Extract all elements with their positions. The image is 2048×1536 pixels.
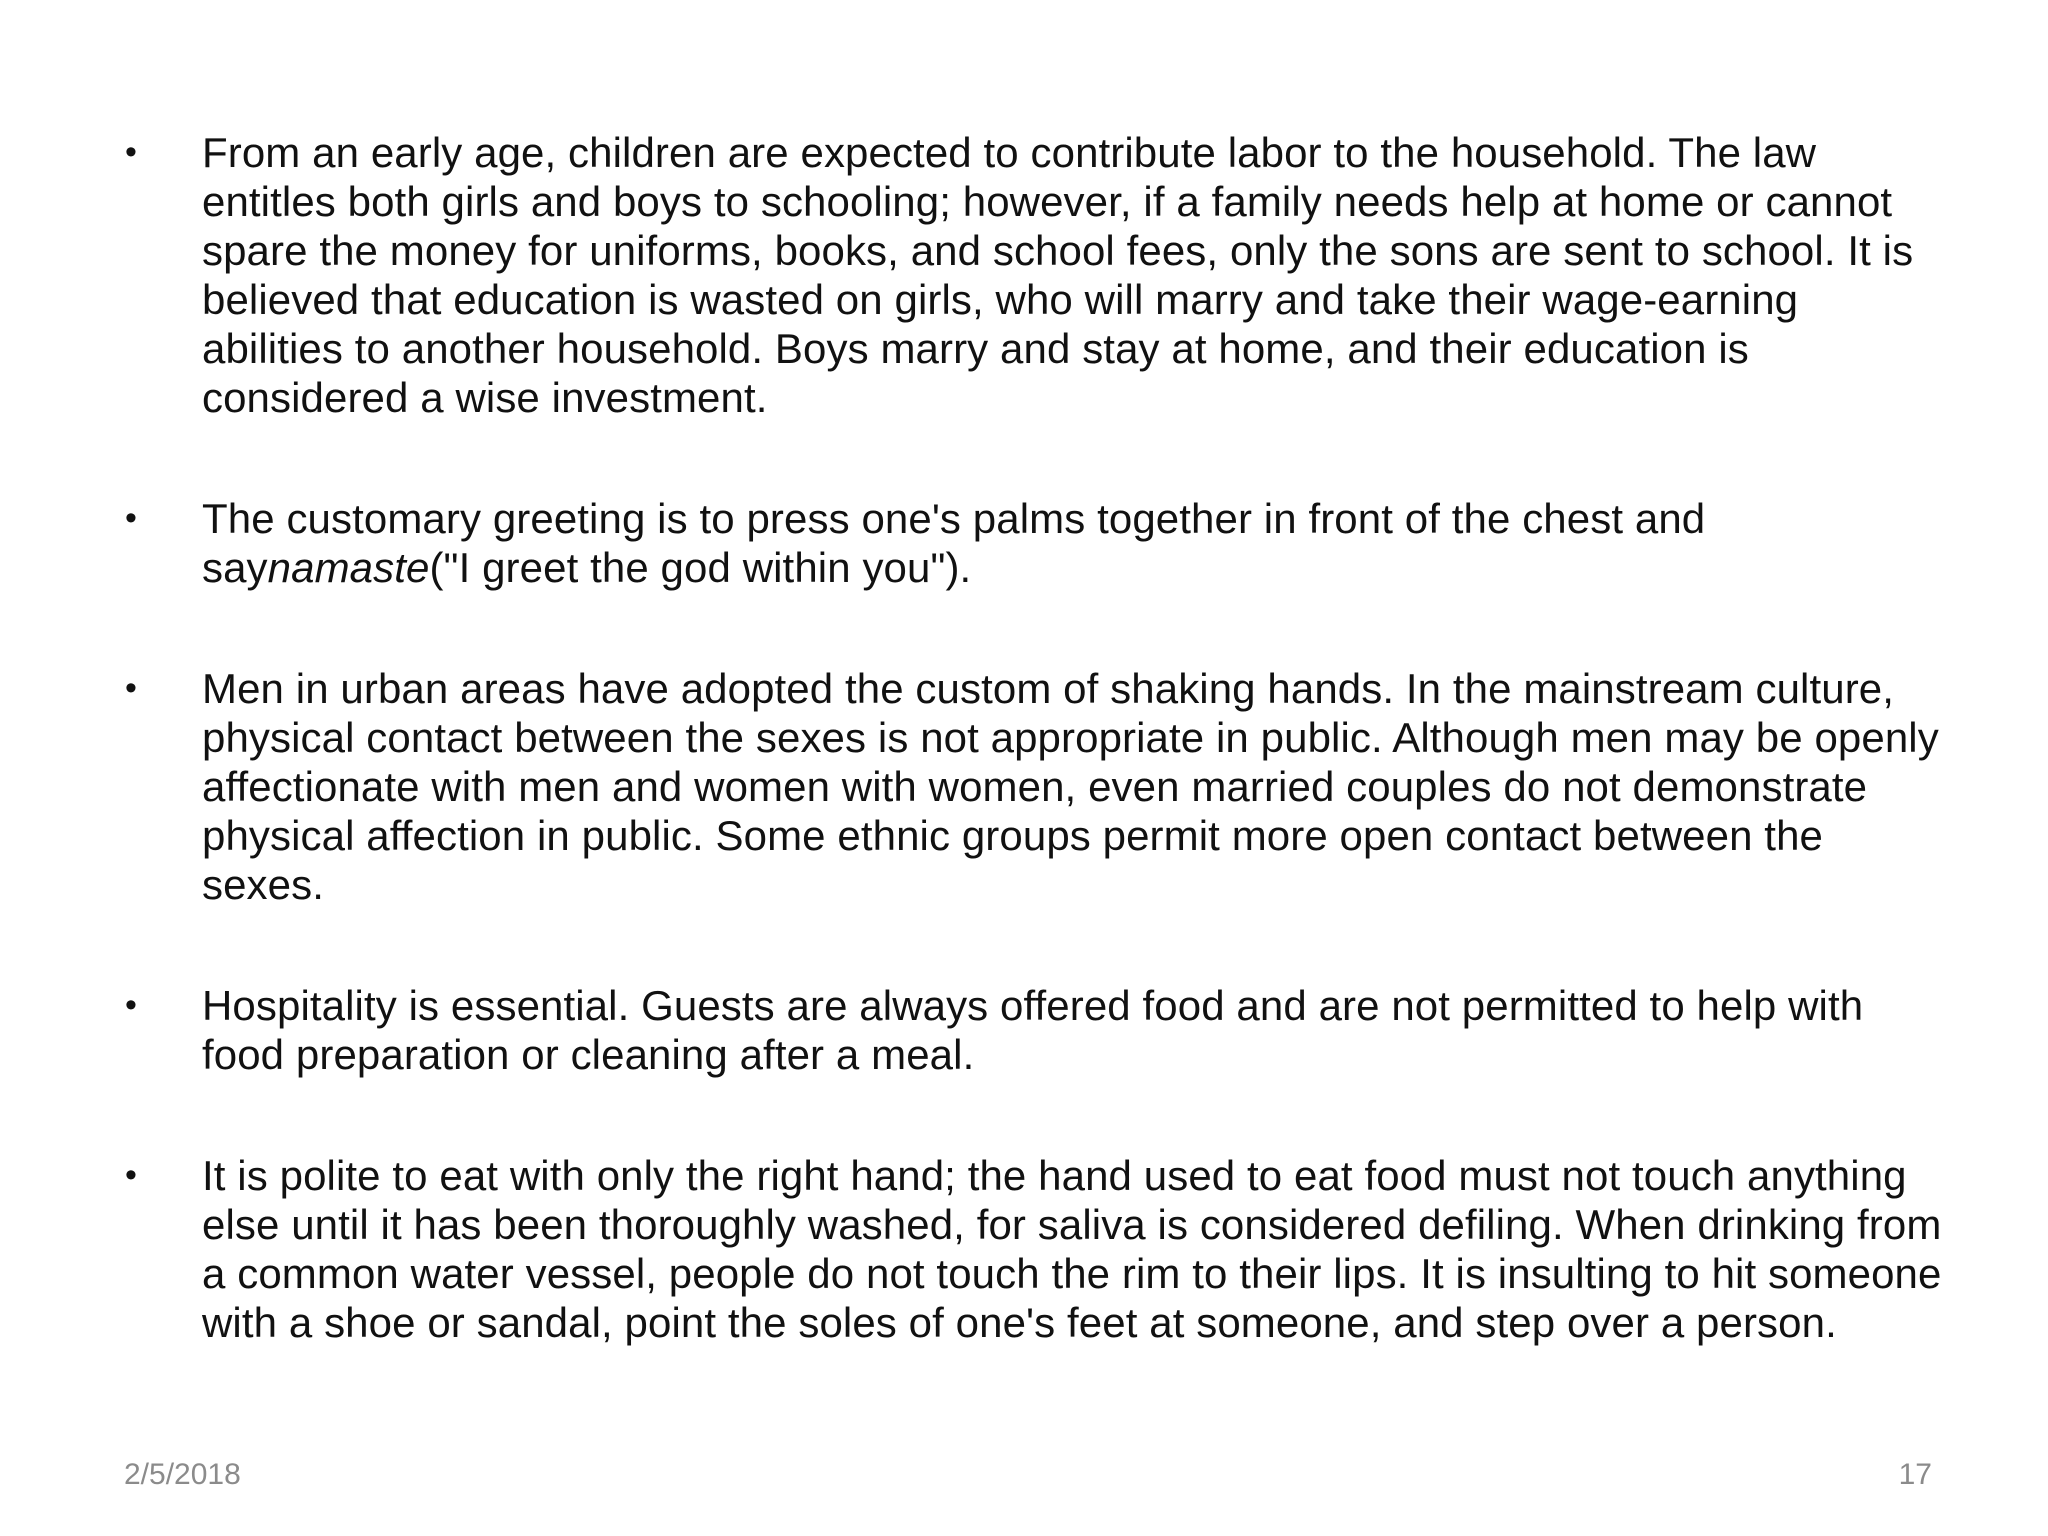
bullet-icon: • (125, 1156, 138, 1194)
bullet-item-greeting (120, 494, 1950, 592)
bullet-item-eating-etiquette (120, 1151, 1950, 1347)
bullet-item-child-labor-education (120, 128, 1950, 422)
greeting-text-after: ("I greet the god within you"). (429, 544, 972, 591)
bullet-icon: • (125, 669, 138, 707)
bullet-list (120, 128, 1950, 1419)
bullet-text: It is polite to eat with only the right hand; the hand used to eat food must not touch anything else until it has been thoroughly washed, for saliva is considered defiling. When drinking from a common water vessel, people do not touch the rim to their lips. It is insulting to hit someone with a shoe or sandal, point the soles of one's feet at someone, and step over a person. (202, 1152, 1942, 1346)
greeting-text-before: The customary greeting is to press one's palms together in front of the chest and say (202, 495, 1706, 591)
bullet-text: From an early age, children are expected to contribute labor to the household. The law entitles both girls and boys to schooling; however, if a family needs help at home or cannot spare the money for uniforms, books, and school fees, only the sons are sent to school. It is believed that education is wasted on girls, who will marry and take their wage-earning abilities to another household. Boys marry and stay at home, and their education is considered a wise investment. (202, 129, 1914, 421)
footer-date: 2/5/2018 (124, 1458, 241, 1491)
bullet-icon: • (125, 133, 138, 171)
bullet-text: Men in urban areas have adopted the custom of shaking hands. In the mainstream culture, physical contact between the sexes is not appropriate in public. Although men may be openly affectionate with men and women with women, even married couples do not demonstrate physical affection in public. Some ethnic groups permit more open contact between the sexes. (202, 665, 1939, 908)
footer-page-number: 17 (1898, 1458, 1932, 1491)
bullet-text: Hospitality is essential. Guests are always offered food and are not permitted to help with food preparation or cleaning after a meal. (202, 982, 1864, 1078)
bullet-item-hospitality (120, 981, 1950, 1079)
bullet-item-physical-contact (120, 664, 1950, 909)
greeting-italic-word: namaste (267, 544, 430, 591)
bullet-icon: • (125, 986, 138, 1024)
bullet-icon: • (125, 499, 138, 537)
bullet-text (202, 494, 1950, 592)
